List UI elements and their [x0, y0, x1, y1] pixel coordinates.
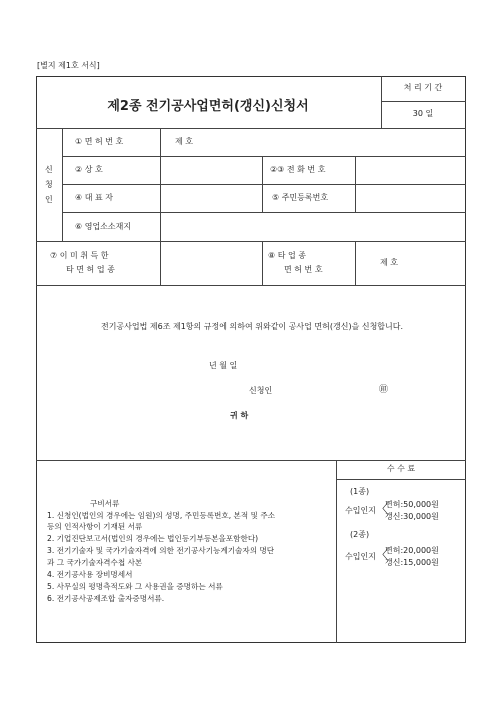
acquired-license-label-2: 타 면 허 업 종 — [66, 265, 115, 274]
fee-class2-new: 면허:20,000원 — [385, 546, 439, 555]
fee-heading: 수 수 료 — [386, 464, 416, 473]
applicant-label-3: 인 — [45, 195, 53, 204]
application-statement: 전기공사업법 제6조 제1항의 규정에 의하여 위와같이 공사업 면허(갱신)을 신청합니다. — [100, 322, 404, 331]
signer-label: 신청인 — [249, 386, 273, 395]
fee-class2-stamp: 수입인지 — [345, 552, 376, 561]
phone-label: ②③ 전 화 번 호 — [270, 165, 326, 174]
document-item: 등의 인적사항이 기재된 서류 — [47, 522, 143, 531]
document-item: 2. 기업진단보고서(법인의 경우에는 법인등기부등본을포함한다) — [47, 534, 259, 543]
fee-class1-new: 면허:50,000원 — [385, 500, 439, 509]
form-title: 제2종 전기공사업면허(갱신)신청서 — [107, 99, 309, 114]
acquired-license-label: ⑦ 이 미 취 득 한 — [50, 251, 109, 260]
trade-name-label: ② 상 호 — [75, 165, 103, 174]
col-line — [336, 460, 337, 643]
license-number-value[interactable]: 제 호 — [175, 137, 193, 146]
document-item: 6. 전기공사공제조합 출자증명서류. — [47, 594, 165, 603]
header-split — [381, 101, 466, 102]
license-number-label: ① 면 허 번 호 — [75, 137, 124, 146]
form-number: [별지 제1호 서식] — [37, 61, 100, 70]
document-item: 4. 전기공사용 장비명세서 — [47, 570, 133, 579]
fee-class2-renew: 갱신:15,000원 — [385, 558, 439, 567]
addressee: 귀 하 — [230, 411, 249, 420]
document-item: 5. 사무실의 평명측적도와 그 사용권을 증명하는 서류 — [47, 582, 223, 591]
col-line — [62, 128, 63, 241]
fee-class1-stamp: 수입인지 — [345, 506, 376, 515]
row-line — [36, 285, 466, 286]
row-line — [36, 460, 466, 461]
other-license-value[interactable]: 제 호 — [380, 258, 398, 267]
col-line — [355, 241, 356, 285]
header-divider — [381, 76, 382, 128]
office-location-label: ⑥ 영업소소재지 — [75, 222, 132, 231]
document-item: 3. 전기기술자 및 국가기술자격에 의한 전기공사기능계기술자의 명단 — [47, 546, 275, 555]
row-line — [62, 184, 466, 185]
row-line — [36, 241, 466, 242]
applicant-label-2: 청 — [45, 180, 53, 189]
processing-period-value: 30 일 — [412, 109, 434, 118]
seal-icon: ㊞ — [379, 385, 389, 395]
row-line — [62, 156, 466, 157]
col-line — [355, 156, 356, 213]
applicant-label-1: 신 — [45, 165, 53, 174]
representative-label: ④ 대 표 자 — [75, 193, 113, 202]
fee-class1-renew: 갱신:30,000원 — [385, 512, 439, 521]
col-line — [160, 128, 161, 285]
processing-period-label: 처 리 기 간 — [403, 83, 443, 92]
row-line — [336, 479, 466, 480]
date-line: 년 월 일 — [209, 361, 238, 370]
document-item: 1. 신청인(법인의 경우에는 임원)의 성명, 주민등록번호, 본적 및 주소 — [47, 511, 276, 520]
resident-number-label: ⑤ 주민등록번호 — [272, 193, 329, 202]
bracket-icon: 〈 — [375, 548, 389, 564]
fee-class1: (1종) — [350, 487, 370, 496]
required-documents-heading: 구비서류 — [90, 499, 120, 508]
other-license-label: ⑧ 타 업 종 — [268, 251, 306, 260]
document-item: 과 그 국가기술자격수첩 사본 — [47, 558, 143, 567]
other-license-label-2: 면 허 번 호 — [284, 265, 323, 274]
bracket-icon: 〈 — [375, 502, 389, 518]
row-line — [36, 128, 466, 129]
fee-class2: (2종) — [350, 530, 370, 539]
col-line — [262, 241, 263, 285]
col-line — [262, 156, 263, 213]
row-line — [62, 212, 466, 213]
